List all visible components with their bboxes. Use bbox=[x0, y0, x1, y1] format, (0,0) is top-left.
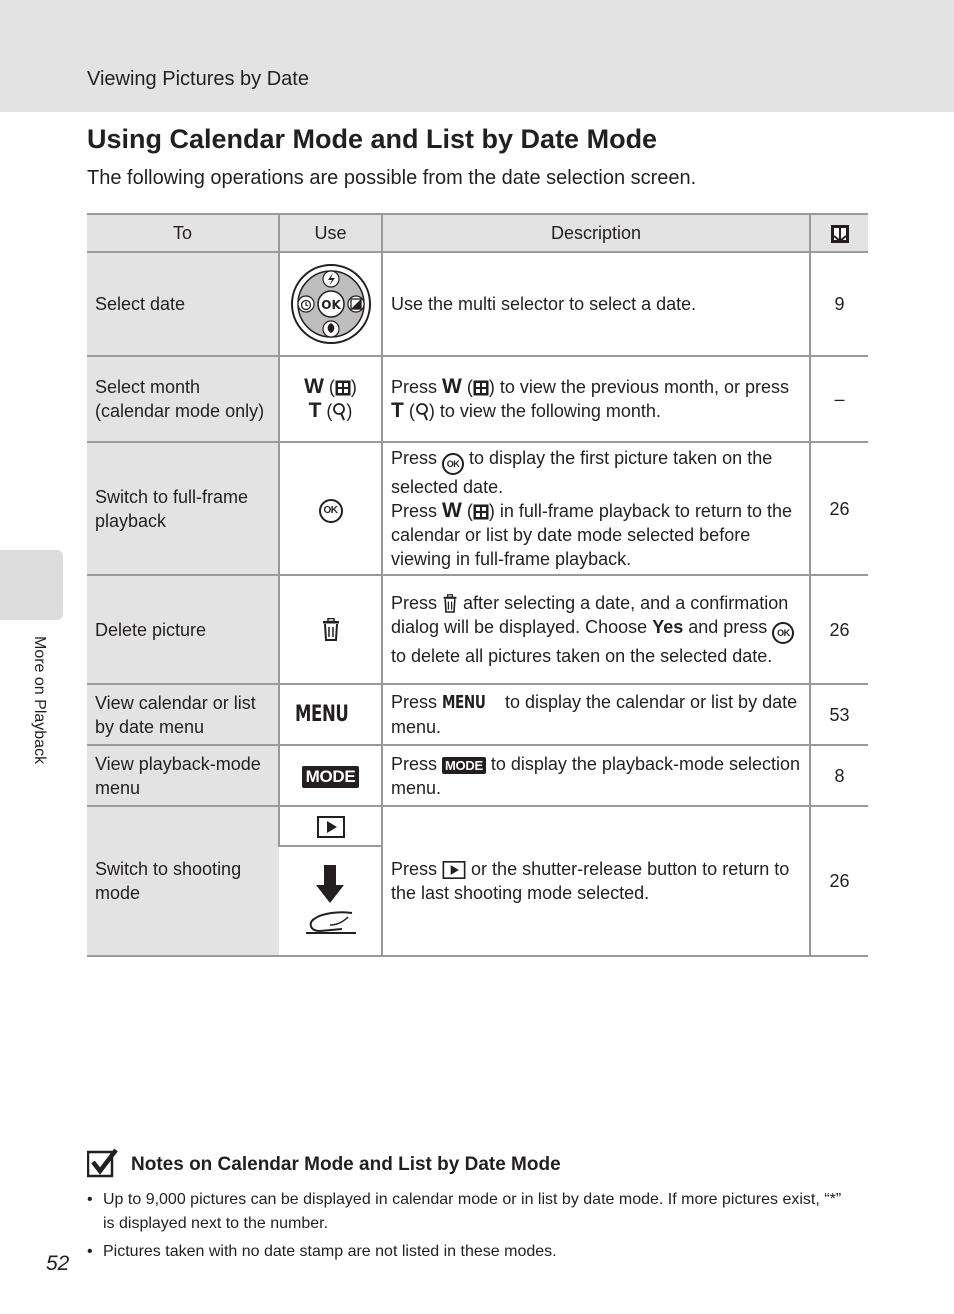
reference-icon bbox=[830, 224, 850, 244]
row-to-select-month: Select month (calendar mode only) bbox=[87, 356, 279, 442]
header-band bbox=[0, 0, 954, 112]
row-desc-menu: Press MENU to display the calendar or list by date menu. bbox=[382, 684, 810, 745]
magnify-icon bbox=[415, 403, 429, 421]
menu-button-icon: MENU bbox=[294, 701, 349, 727]
row-desc-mode: Press MODE to display the playback-mode selection menu. bbox=[382, 745, 810, 806]
trash-icon bbox=[321, 618, 341, 642]
header-to: To bbox=[87, 214, 279, 252]
t-zoom-label: T bbox=[308, 399, 322, 422]
row-use-menu bbox=[279, 684, 382, 745]
row-ref-full-frame: 26 bbox=[810, 442, 868, 575]
row-desc-delete: Press after selecting a date, and a confirmation dialog will be displayed. Choose Yes and press OK to delete all pictures taken on the selected date. bbox=[382, 575, 810, 684]
row-desc-select-date: Use the multi selector to select a date. bbox=[382, 252, 810, 356]
thumbnail-icon bbox=[335, 380, 351, 396]
table-header-row bbox=[87, 214, 868, 252]
intro-text: The following operations are possible from the date selection screen. bbox=[87, 167, 697, 189]
ok-button-icon: OK bbox=[319, 499, 343, 523]
row-desc-full-frame: Press OK to display the first picture taken on the selected date. Press W ( ) in full-frame playback to return to the calendar or list by date mode selected before viewing in full-frame playback. bbox=[382, 442, 810, 575]
playback-button-icon bbox=[317, 816, 345, 838]
row-ref-select-date: 9 bbox=[810, 252, 868, 356]
row-ref-select-month: – bbox=[810, 356, 868, 442]
table-row bbox=[87, 684, 868, 745]
mode-button-icon: MODE bbox=[442, 757, 486, 774]
table-row bbox=[87, 745, 868, 806]
w-zoom-label: W bbox=[304, 375, 324, 398]
table-row bbox=[87, 442, 868, 575]
row-use-full-frame bbox=[279, 442, 382, 575]
header-use: Use bbox=[279, 214, 382, 252]
menu-button-icon: MENU bbox=[442, 692, 486, 713]
playback-button-icon bbox=[442, 861, 466, 879]
section-side-tab bbox=[0, 550, 63, 620]
running-head: Viewing Pictures by Date bbox=[87, 68, 309, 90]
mode-button-icon: MODE bbox=[302, 766, 360, 788]
ok-button-icon: OK bbox=[772, 622, 794, 644]
row-to-menu: View calendar or list by date menu bbox=[87, 684, 279, 745]
row-to-full-frame: Switch to full-frame playback bbox=[87, 442, 279, 575]
row-ref-shooting: 26 bbox=[810, 806, 868, 956]
table-row bbox=[87, 575, 868, 684]
row-ref-mode: 8 bbox=[810, 745, 868, 806]
list-item: • Up to 9,000 pictures can be displayed in calendar mode or in list by date mode. If more pictures exist, “*” is displayed next to the number. bbox=[87, 1188, 857, 1236]
row-use-mode bbox=[279, 745, 382, 806]
row-to-delete: Delete picture bbox=[87, 575, 279, 684]
notes-check-icon bbox=[87, 1148, 119, 1178]
row-ref-menu: 53 bbox=[810, 684, 868, 745]
svg-text:OK: OK bbox=[320, 298, 341, 312]
table-row bbox=[87, 252, 868, 356]
section-side-label: More on Playback bbox=[31, 636, 48, 765]
row-desc-shooting: Press or the shutter-release button to return to the last shooting mode selected. bbox=[382, 806, 810, 956]
notes-title: Notes on Calendar Mode and List by Date Mode bbox=[131, 1154, 561, 1175]
page-title: Using Calendar Mode and List by Date Mode bbox=[87, 124, 658, 154]
header-reference bbox=[810, 214, 868, 252]
row-use-shutter bbox=[279, 846, 382, 956]
header-description: Description bbox=[382, 214, 810, 252]
trash-icon bbox=[442, 594, 458, 614]
row-desc-select-month: Press W ( ) to view the previous month, or press T ( ) to view the following month. bbox=[382, 356, 810, 442]
list-item: • Pictures taken with no date stamp are not listed in these modes. bbox=[87, 1240, 857, 1264]
thumbnail-icon bbox=[473, 504, 489, 520]
shutter-release-icon bbox=[300, 861, 360, 941]
multi-selector-icon bbox=[290, 263, 372, 345]
row-ref-delete: 26 bbox=[810, 575, 868, 684]
row-use-playback-button bbox=[279, 806, 382, 846]
row-to-select-date: Select date bbox=[87, 252, 279, 356]
table-row bbox=[87, 806, 868, 846]
page-number: 52 bbox=[46, 1252, 70, 1275]
ok-button-icon: OK bbox=[442, 453, 464, 475]
table-row bbox=[87, 356, 868, 442]
row-use-select-month: W ( ) T ( ) bbox=[279, 356, 382, 442]
operations-table bbox=[87, 213, 868, 957]
row-use-select-date bbox=[279, 252, 382, 356]
row-use-delete bbox=[279, 575, 382, 684]
row-to-mode: View playback-mode menu bbox=[87, 745, 279, 806]
row-to-shooting: Switch to shooting mode bbox=[87, 806, 279, 956]
notes-list bbox=[87, 1188, 857, 1268]
thumbnail-icon bbox=[473, 380, 489, 396]
magnify-icon bbox=[332, 403, 346, 421]
